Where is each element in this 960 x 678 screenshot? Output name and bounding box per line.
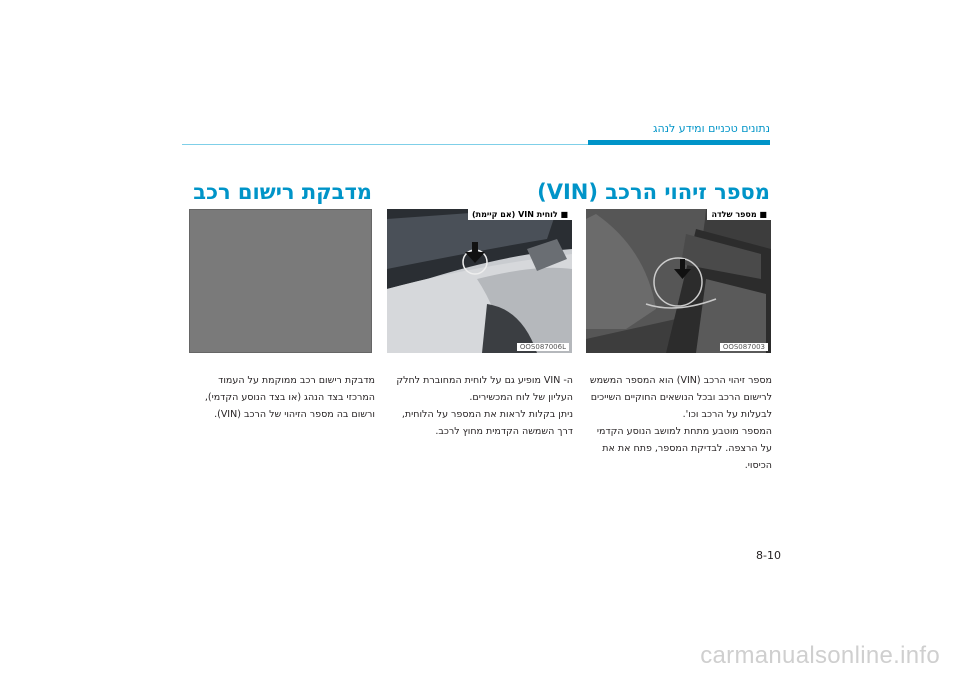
chapter-header-label: נתונים טכניים ומידע לנהג (652, 122, 770, 135)
paragraph-line: ורשום בה מספר הזיהוי של הרכב (VIN). (214, 409, 375, 420)
paragraph-line: לבעלות על הרכב וכו'. (682, 409, 772, 420)
paragraph-line: לרישום הרכב ובכל הנושאים החוקיים השייכים (590, 392, 772, 403)
certification-label-photo (189, 209, 372, 353)
vin-floor-photo (586, 209, 771, 353)
paragraph-line: ניתן בקלות לראות את המספר על הלוחית, (401, 409, 573, 420)
watermark: carmanualsonline.info (700, 642, 940, 669)
paragraph-line: דרך השמשה הקדמית מחוץ לרכב. (435, 426, 573, 437)
vin-floor-illustration (586, 209, 771, 353)
paragraph-line: העליון של לוח המכשירים. (469, 392, 573, 403)
photo-caption: ■ מספר שלדה (707, 209, 771, 220)
section-title-vin: מספר זיהוי הרכב (VIN) (537, 180, 770, 204)
page-number: 8-10 (756, 549, 781, 562)
photo-caption: ■ לוחית VIN (אם קיימת) (468, 209, 572, 220)
vin-plate-photo (387, 209, 572, 353)
header-accent-bar (588, 140, 770, 145)
paragraph-line: המספר מוטבע מתחת למושב הנוסע הקדמי (596, 426, 772, 437)
section-title-certification-label: מדבקת רישום רכב (193, 180, 372, 204)
paragraph-line: מדבקת רישום רכב ממוקמת על העמוד (218, 375, 375, 386)
photo-code: OOS087006L (517, 343, 569, 351)
vin-plate-illustration (387, 209, 572, 353)
paragraph-line: על הרצפה. לבדיקת המספר, פתח את את (602, 443, 772, 454)
paragraph-line: מספר זיהוי הרכב (VIN) הוא המספר המשמש (589, 375, 772, 386)
paragraph-line: המרכזי בצד הנהג (או בצד הנוסע הקדמי), (204, 392, 375, 403)
vin-description (586, 372, 772, 474)
paragraph-line: ה- VIN מופיע גם על לוחית המחוברת לחלק (396, 375, 573, 386)
photo-code: OOS087003 (720, 343, 768, 351)
certification-label-description (189, 372, 375, 423)
paragraph-line: הכיסוי. (744, 460, 772, 471)
vin-plate-description (387, 372, 573, 440)
